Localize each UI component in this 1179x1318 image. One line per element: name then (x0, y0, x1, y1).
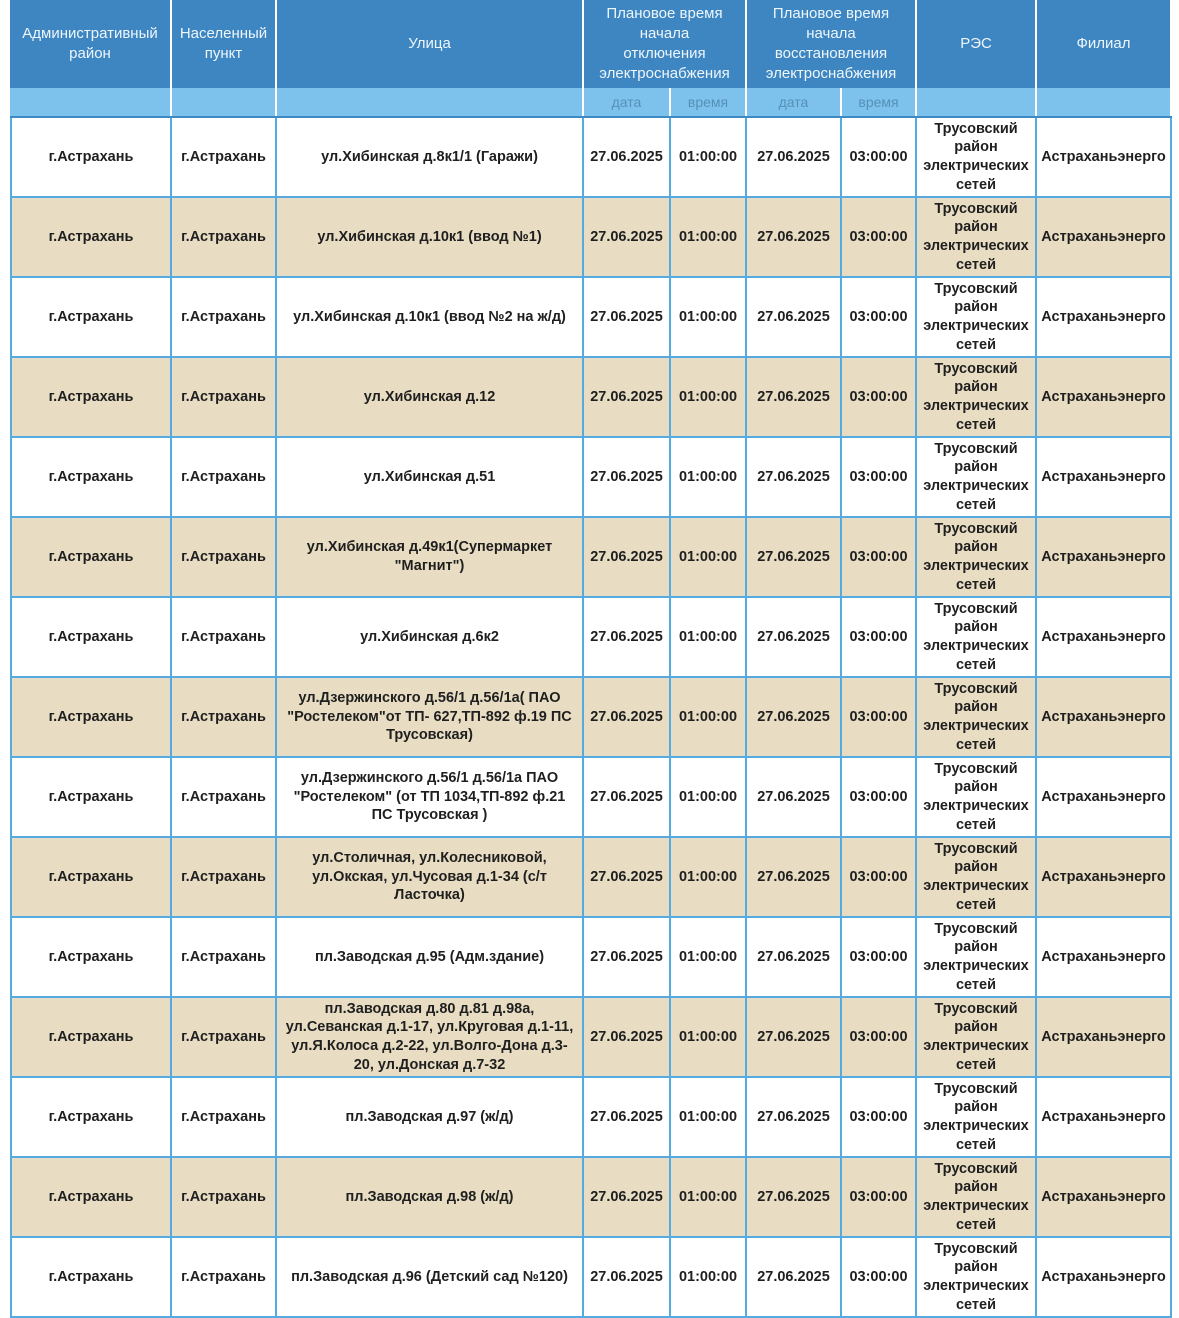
cell-branch: Астраханьэнерго (1037, 118, 1172, 198)
cell-res: Трусовский район электрических сетей (917, 518, 1037, 598)
cell-branch: Астраханьэнерго (1037, 438, 1172, 518)
cell-restore-date: 27.06.2025 (747, 1078, 842, 1158)
cell-outage-time: 01:00:00 (671, 1158, 747, 1238)
cell-restore-time: 03:00:00 (842, 198, 917, 278)
cell-settlement: г.Астрахань (172, 1238, 277, 1318)
col-header-restore-time: Плановое время начала восстановления электроснабжения (747, 0, 917, 88)
cell-outage-time: 01:00:00 (671, 1078, 747, 1158)
cell-street: ул.Столичная, ул.Колесниковой, ул.Окская, ул.Чусовая д.1-34 (с/т Ласточка) (277, 838, 584, 918)
cell-outage-time: 01:00:00 (671, 438, 747, 518)
cell-restore-time: 03:00:00 (842, 358, 917, 438)
cell-outage-date: 27.06.2025 (584, 518, 671, 598)
col-header-district: Административный район (10, 0, 172, 88)
cell-outage-date: 27.06.2025 (584, 198, 671, 278)
table-row (10, 998, 1172, 1078)
cell-restore-time: 03:00:00 (842, 598, 917, 678)
cell-outage-date: 27.06.2025 (584, 998, 671, 1078)
cell-outage-time: 01:00:00 (671, 198, 747, 278)
table-row (10, 278, 1172, 358)
cell-restore-time: 03:00:00 (842, 438, 917, 518)
cell-district: г.Астрахань (10, 598, 172, 678)
table-row (10, 1078, 1172, 1158)
subheader-outage-date: дата (584, 88, 671, 116)
cell-restore-date: 27.06.2025 (747, 598, 842, 678)
table-row (10, 918, 1172, 998)
subheader-restore-date: дата (747, 88, 842, 116)
cell-res: Трусовский район электрических сетей (917, 358, 1037, 438)
cell-restore-date: 27.06.2025 (747, 518, 842, 598)
cell-res: Трусовский район электрических сетей (917, 838, 1037, 918)
cell-district: г.Астрахань (10, 998, 172, 1078)
cell-settlement: г.Астрахань (172, 1158, 277, 1238)
cell-outage-time: 01:00:00 (671, 598, 747, 678)
cell-district: г.Астрахань (10, 838, 172, 918)
cell-restore-time: 03:00:00 (842, 1238, 917, 1318)
cell-settlement: г.Астрахань (172, 278, 277, 358)
cell-res: Трусовский район электрических сетей (917, 998, 1037, 1078)
cell-res: Трусовский район электрических сетей (917, 598, 1037, 678)
cell-branch: Астраханьэнерго (1037, 278, 1172, 358)
cell-settlement: г.Астрахань (172, 838, 277, 918)
table-subheader-row (10, 88, 1172, 116)
cell-branch: Астраханьэнерго (1037, 918, 1172, 998)
cell-street: пл.Заводская д.96 (Детский сад №120) (277, 1238, 584, 1318)
cell-district: г.Астрахань (10, 118, 172, 198)
cell-district: г.Астрахань (10, 518, 172, 598)
cell-res: Трусовский район электрических сетей (917, 278, 1037, 358)
cell-district: г.Астрахань (10, 358, 172, 438)
cell-settlement: г.Астрахань (172, 518, 277, 598)
cell-district: г.Астрахань (10, 678, 172, 758)
table-body (10, 118, 1172, 1318)
cell-street: пл.Заводская д.97 (ж/д) (277, 1078, 584, 1158)
cell-outage-date: 27.06.2025 (584, 1078, 671, 1158)
cell-district: г.Астрахань (10, 1078, 172, 1158)
cell-restore-date: 27.06.2025 (747, 198, 842, 278)
cell-district: г.Астрахань (10, 198, 172, 278)
cell-branch: Астраханьэнерго (1037, 678, 1172, 758)
subheader-spacer-street (277, 88, 584, 116)
table-row (10, 518, 1172, 598)
cell-district: г.Астрахань (10, 1238, 172, 1318)
cell-settlement: г.Астрахань (172, 1078, 277, 1158)
cell-outage-time: 01:00:00 (671, 998, 747, 1078)
cell-restore-time: 03:00:00 (842, 118, 917, 198)
table-row (10, 198, 1172, 278)
cell-branch: Астраханьэнерго (1037, 758, 1172, 838)
cell-restore-date: 27.06.2025 (747, 998, 842, 1078)
table-row (10, 838, 1172, 918)
cell-res: Трусовский район электрических сетей (917, 918, 1037, 998)
table-row (10, 758, 1172, 838)
cell-branch: Астраханьэнерго (1037, 838, 1172, 918)
cell-outage-date: 27.06.2025 (584, 1158, 671, 1238)
cell-street: ул.Дзержинского д.56/1 д.56/1а( ПАО "Ростелеком"от ТП- 627,ТП-892 ф.19 ПС Трусовская) (277, 678, 584, 758)
cell-branch: Астраханьэнерго (1037, 1238, 1172, 1318)
cell-restore-time: 03:00:00 (842, 758, 917, 838)
cell-branch: Астраханьэнерго (1037, 598, 1172, 678)
cell-outage-time: 01:00:00 (671, 118, 747, 198)
cell-district: г.Астрахань (10, 758, 172, 838)
cell-branch: Астраханьэнерго (1037, 1158, 1172, 1238)
table-row (10, 678, 1172, 758)
cell-street: ул.Дзержинского д.56/1 д.56/1а ПАО "Ростелеком" (от ТП 1034,ТП-892 ф.21 ПС Трусовская ) (277, 758, 584, 838)
cell-district: г.Астрахань (10, 438, 172, 518)
col-header-branch: Филиал (1037, 0, 1172, 88)
table-row (10, 118, 1172, 198)
cell-outage-date: 27.06.2025 (584, 838, 671, 918)
subheader-spacer-res (917, 88, 1037, 116)
cell-street: ул.Хибинская д.8к1/1 (Гаражи) (277, 118, 584, 198)
cell-settlement: г.Астрахань (172, 438, 277, 518)
cell-res: Трусовский район электрических сетей (917, 118, 1037, 198)
cell-outage-date: 27.06.2025 (584, 758, 671, 838)
table-row (10, 1238, 1172, 1318)
subheader-outage-time: время (671, 88, 747, 116)
cell-restore-date: 27.06.2025 (747, 838, 842, 918)
cell-outage-time: 01:00:00 (671, 918, 747, 998)
cell-settlement: г.Астрахань (172, 118, 277, 198)
cell-settlement: г.Астрахань (172, 918, 277, 998)
cell-restore-date: 27.06.2025 (747, 278, 842, 358)
cell-restore-date: 27.06.2025 (747, 1158, 842, 1238)
cell-restore-date: 27.06.2025 (747, 118, 842, 198)
table-header-row (10, 0, 1172, 88)
cell-street: ул.Хибинская д.51 (277, 438, 584, 518)
cell-street: ул.Хибинская д.6к2 (277, 598, 584, 678)
cell-branch: Астраханьэнерго (1037, 518, 1172, 598)
col-header-settlement: Населенный пункт (172, 0, 277, 88)
subheader-spacer-district (10, 88, 172, 116)
cell-district: г.Астрахань (10, 278, 172, 358)
cell-branch: Астраханьэнерго (1037, 998, 1172, 1078)
cell-settlement: г.Астрахань (172, 758, 277, 838)
cell-outage-time: 01:00:00 (671, 278, 747, 358)
cell-outage-date: 27.06.2025 (584, 358, 671, 438)
cell-res: Трусовский район электрических сетей (917, 1238, 1037, 1318)
cell-district: г.Астрахань (10, 1158, 172, 1238)
col-header-res: РЭС (917, 0, 1037, 88)
cell-branch: Астраханьэнерго (1037, 358, 1172, 438)
cell-restore-time: 03:00:00 (842, 918, 917, 998)
cell-street: ул.Хибинская д.12 (277, 358, 584, 438)
cell-restore-date: 27.06.2025 (747, 358, 842, 438)
cell-res: Трусовский район электрических сетей (917, 438, 1037, 518)
cell-settlement: г.Астрахань (172, 678, 277, 758)
cell-settlement: г.Астрахань (172, 998, 277, 1078)
cell-street: ул.Хибинская д.10к1 (ввод №2 на ж/д) (277, 278, 584, 358)
cell-branch: Астраханьэнерго (1037, 198, 1172, 278)
cell-outage-date: 27.06.2025 (584, 918, 671, 998)
cell-res: Трусовский район электрических сетей (917, 1158, 1037, 1238)
cell-restore-time: 03:00:00 (842, 678, 917, 758)
cell-outage-date: 27.06.2025 (584, 598, 671, 678)
cell-outage-date: 27.06.2025 (584, 118, 671, 198)
cell-restore-date: 27.06.2025 (747, 918, 842, 998)
cell-res: Трусовский район электрических сетей (917, 198, 1037, 278)
cell-restore-time: 03:00:00 (842, 518, 917, 598)
subheader-restore-time: время (842, 88, 917, 116)
cell-restore-date: 27.06.2025 (747, 678, 842, 758)
cell-outage-date: 27.06.2025 (584, 678, 671, 758)
cell-restore-time: 03:00:00 (842, 278, 917, 358)
cell-outage-time: 01:00:00 (671, 678, 747, 758)
cell-outage-time: 01:00:00 (671, 758, 747, 838)
cell-restore-time: 03:00:00 (842, 1078, 917, 1158)
table-row (10, 598, 1172, 678)
cell-street: ул.Хибинская д.49к1(Супермаркет "Магнит") (277, 518, 584, 598)
table-row (10, 1158, 1172, 1238)
cell-res: Трусовский район электрических сетей (917, 1078, 1037, 1158)
col-header-outage-time: Плановое время начала отключения электроснабжения (584, 0, 747, 88)
cell-settlement: г.Астрахань (172, 198, 277, 278)
cell-outage-time: 01:00:00 (671, 838, 747, 918)
cell-outage-time: 01:00:00 (671, 1238, 747, 1318)
cell-restore-date: 27.06.2025 (747, 1238, 842, 1318)
cell-outage-date: 27.06.2025 (584, 278, 671, 358)
subheader-spacer-branch (1037, 88, 1172, 116)
cell-restore-date: 27.06.2025 (747, 758, 842, 838)
cell-settlement: г.Астрахань (172, 598, 277, 678)
cell-settlement: г.Астрахань (172, 358, 277, 438)
cell-branch: Астраханьэнерго (1037, 1078, 1172, 1158)
cell-res: Трусовский район электрических сетей (917, 758, 1037, 838)
table-row (10, 358, 1172, 438)
cell-street: пл.Заводская д.95 (Адм.здание) (277, 918, 584, 998)
cell-outage-date: 27.06.2025 (584, 438, 671, 518)
cell-street: пл.Заводская д.98 (ж/д) (277, 1158, 584, 1238)
table-row (10, 438, 1172, 518)
col-header-street: Улица (277, 0, 584, 88)
cell-restore-time: 03:00:00 (842, 838, 917, 918)
cell-outage-time: 01:00:00 (671, 518, 747, 598)
cell-res: Трусовский район электрических сетей (917, 678, 1037, 758)
cell-district: г.Астрахань (10, 918, 172, 998)
cell-restore-date: 27.06.2025 (747, 438, 842, 518)
cell-outage-time: 01:00:00 (671, 358, 747, 438)
cell-restore-time: 03:00:00 (842, 998, 917, 1078)
cell-street: ул.Хибинская д.10к1 (ввод №1) (277, 198, 584, 278)
cell-restore-time: 03:00:00 (842, 1158, 917, 1238)
subheader-spacer-settlement (172, 88, 277, 116)
cell-outage-date: 27.06.2025 (584, 1238, 671, 1318)
outage-schedule-table (10, 0, 1172, 1318)
cell-street: пл.Заводская д.80 д.81 д.98а, ул.Севанская д.1-17, ул.Круговая д.1-11, ул.Я.Колоса д.2-22, ул.Волго-Дона д.3-20, ул.Донская д.7-32 (277, 998, 584, 1078)
